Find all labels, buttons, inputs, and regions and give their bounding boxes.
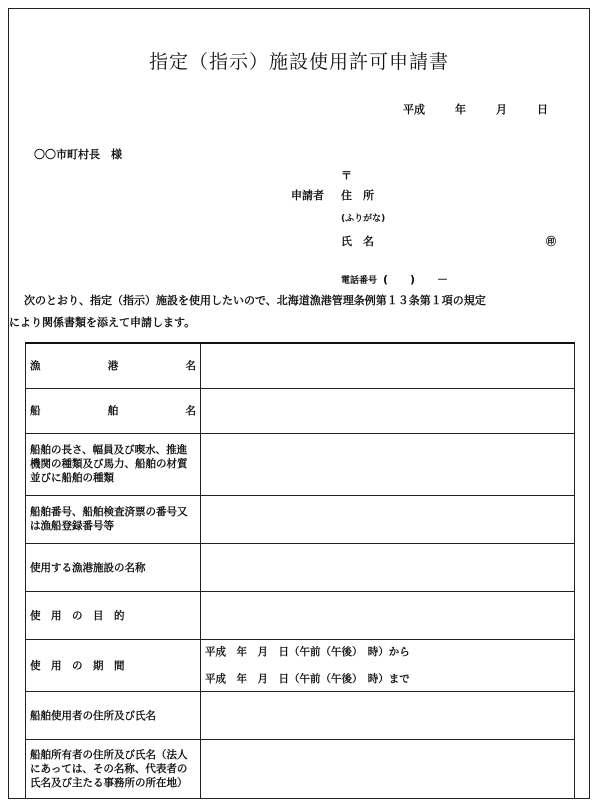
row-label-port-name xyxy=(26,343,201,388)
label-char: 名 xyxy=(185,360,196,373)
row-label-ship-specs: 船舶の長さ、幅員及び喫水、推進機関の種類及び馬力、船舶の材質並びに船舶の種類 xyxy=(26,433,201,495)
period-to: 平成 年 月 日（午前（午後） 時）まで xyxy=(205,673,410,685)
seal-mark: ㊞ xyxy=(546,237,556,248)
phone-value: ( ) － xyxy=(383,273,449,286)
date-month: 月 xyxy=(496,103,507,116)
row-label-ship-number: 船舶番号、船舶検査済票の番号又は漁船登録番号等 xyxy=(26,495,201,543)
label-char: 名 xyxy=(185,405,196,417)
date-day: 日 xyxy=(537,103,548,116)
label-char: 漁 xyxy=(30,360,41,373)
row-value-period[interactable] xyxy=(201,639,575,691)
intro-line-1: 次のとおり、指定（指示）施設を使用したいので、北海道漁港管理条例第１３条第１項の規定 xyxy=(13,294,486,307)
row-label-period: 使 用 の 期 間 xyxy=(26,639,201,691)
table-row xyxy=(26,388,575,433)
row-value-port-name[interactable] xyxy=(201,343,575,388)
addressee: 〇〇市町村長 様 xyxy=(34,148,122,161)
table-row xyxy=(26,639,575,691)
row-value-ship-specs[interactable] xyxy=(201,433,575,495)
intro-line-2: により関係書類を添えて申請します。 xyxy=(9,316,196,329)
row-label-purpose: 使 用 の 目 的 xyxy=(26,591,201,639)
table-row xyxy=(26,739,575,798)
date-year: 年 xyxy=(455,103,466,116)
table-row xyxy=(26,591,575,639)
table-row xyxy=(26,495,575,543)
row-label-ship-name xyxy=(26,388,201,433)
row-value-ship-number[interactable] xyxy=(201,495,575,543)
row-label-facility-name: 使用する漁港施設の名称 xyxy=(26,543,201,591)
address-label: 住 所 xyxy=(341,189,374,202)
application-form-page xyxy=(8,8,590,799)
row-value-purpose[interactable] xyxy=(201,591,575,639)
applicant-role: 申請者 xyxy=(291,189,324,202)
label-char: 船 xyxy=(30,405,41,417)
application-table xyxy=(25,342,575,799)
name-label: 氏 名 xyxy=(341,235,374,248)
furigana-label: (ふりがな) xyxy=(341,214,386,224)
phone-label: 電話番号 xyxy=(341,276,378,286)
row-value-ship-name[interactable] xyxy=(201,388,575,433)
row-value-facility-name[interactable] xyxy=(201,543,575,591)
period-from: 平成 年 月 日（午前（午後） 時）から xyxy=(205,646,410,658)
date-era: 平成 xyxy=(403,103,425,116)
form-title: 指定（指示）施設使用許可申請書 xyxy=(148,51,449,73)
table-row xyxy=(26,691,575,739)
label-char: 舶 xyxy=(107,405,119,417)
row-value-ship-user[interactable] xyxy=(201,691,575,739)
row-value-ship-owner[interactable] xyxy=(201,739,575,798)
row-label-ship-owner: 船舶所有者の住所及び氏名（法人にあっては、その名称、代表者の氏名及び主たる事務所の所在地） xyxy=(26,739,201,798)
label-char: 港 xyxy=(107,360,119,373)
table-row xyxy=(26,343,575,388)
row-label-ship-user: 船舶使用者の住所及び氏名 xyxy=(26,691,201,739)
table-row xyxy=(26,433,575,495)
table-row xyxy=(26,543,575,591)
date-line xyxy=(403,101,548,117)
postal-mark: 〒 xyxy=(341,169,352,182)
